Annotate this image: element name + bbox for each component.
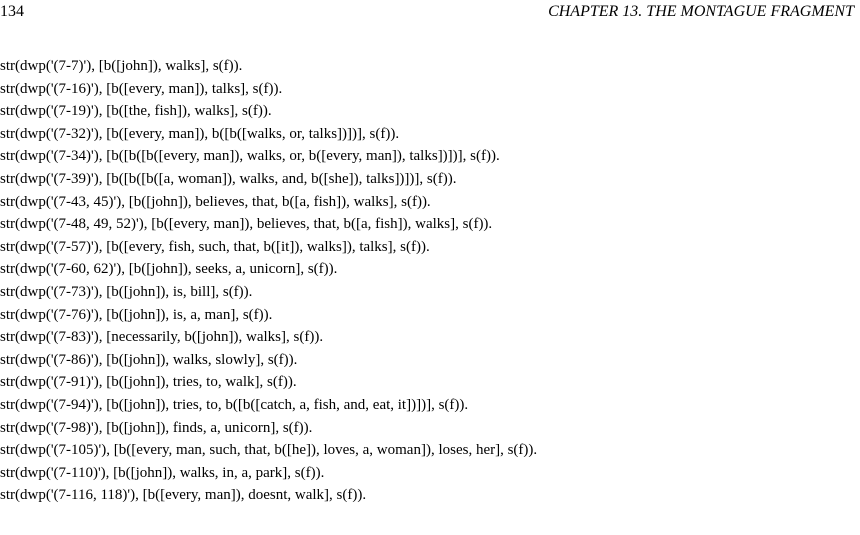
code-line: str(dwp('(7-19)'), [b([the, fish]), walks], s(f)). [0,103,272,120]
page-header [0,3,860,25]
code-line: str(dwp('(7-34)'), [b([b([b([every, man]), walks, or, b([every, man]), talks])])], s(f)). [0,148,500,165]
code-line: str(dwp('(7-83)'), [necessarily, b([john]), walks], s(f)). [0,329,324,346]
code-line: str(dwp('(7-116, 118)'), [b([every, man]), doesnt, walk], s(f)). [0,487,367,504]
code-line: str(dwp('(7-73)'), [b([john]), is, bill], s(f)). [0,283,253,300]
chapter-title: CHAPTER 13. THE MONTAGUE FRAGMENT [548,3,854,20]
code-listing [0,55,860,507]
page-number: 134 [0,3,24,20]
code-line: str(dwp('(7-48, 49, 52)'), [b([every, man]), believes, that, b([a, fish]), walks], s(f)). [0,216,493,233]
code-line: str(dwp('(7-60, 62)'), [b([john]), seeks, a, unicorn], s(f)). [0,261,338,278]
code-line: str(dwp('(7-32)'), [b([every, man]), b([b([walks, or, talks])])], s(f)). [0,125,400,142]
code-line: str(dwp('(7-98)'), [b([john]), finds, a, unicorn], s(f)). [0,419,313,436]
code-line: str(dwp('(7-91)'), [b([john]), tries, to, walk], s(f)). [0,374,297,391]
code-line: str(dwp('(7-16)'), [b([every, man]), talks], s(f)). [0,80,283,97]
code-line: str(dwp('(7-39)'), [b([b([b([a, woman]), walks, and, b([she]), talks])])], s(f)). [0,170,457,187]
code-line: str(dwp('(7-43, 45)'), [b([john]), believes, that, b([a, fish]), walks], s(f)). [0,193,431,210]
code-line: str(dwp('(7-105)'), [b([every, man, such, that, b([he]), loves, a, woman]), loses, her], s(f)). [0,442,538,459]
code-line: str(dwp('(7-57)'), [b([every, fish, such, that, b([it]), walks]), talks], s(f)). [0,238,430,255]
code-line: str(dwp('(7-7)'), [b([john]), walks], s(f)). [0,58,243,74]
code-line: str(dwp('(7-86)'), [b([john]), walks, slowly], s(f)). [0,351,298,368]
code-line: str(dwp('(7-76)'), [b([john]), is, a, man], s(f)). [0,306,273,323]
code-line: str(dwp('(7-94)'), [b([john]), tries, to, b([b([catch, a, fish, and, eat, it])])], s(f)). [0,396,469,413]
code-line: str(dwp('(7-110)'), [b([john]), walks, in, a, park], s(f)). [0,464,325,481]
